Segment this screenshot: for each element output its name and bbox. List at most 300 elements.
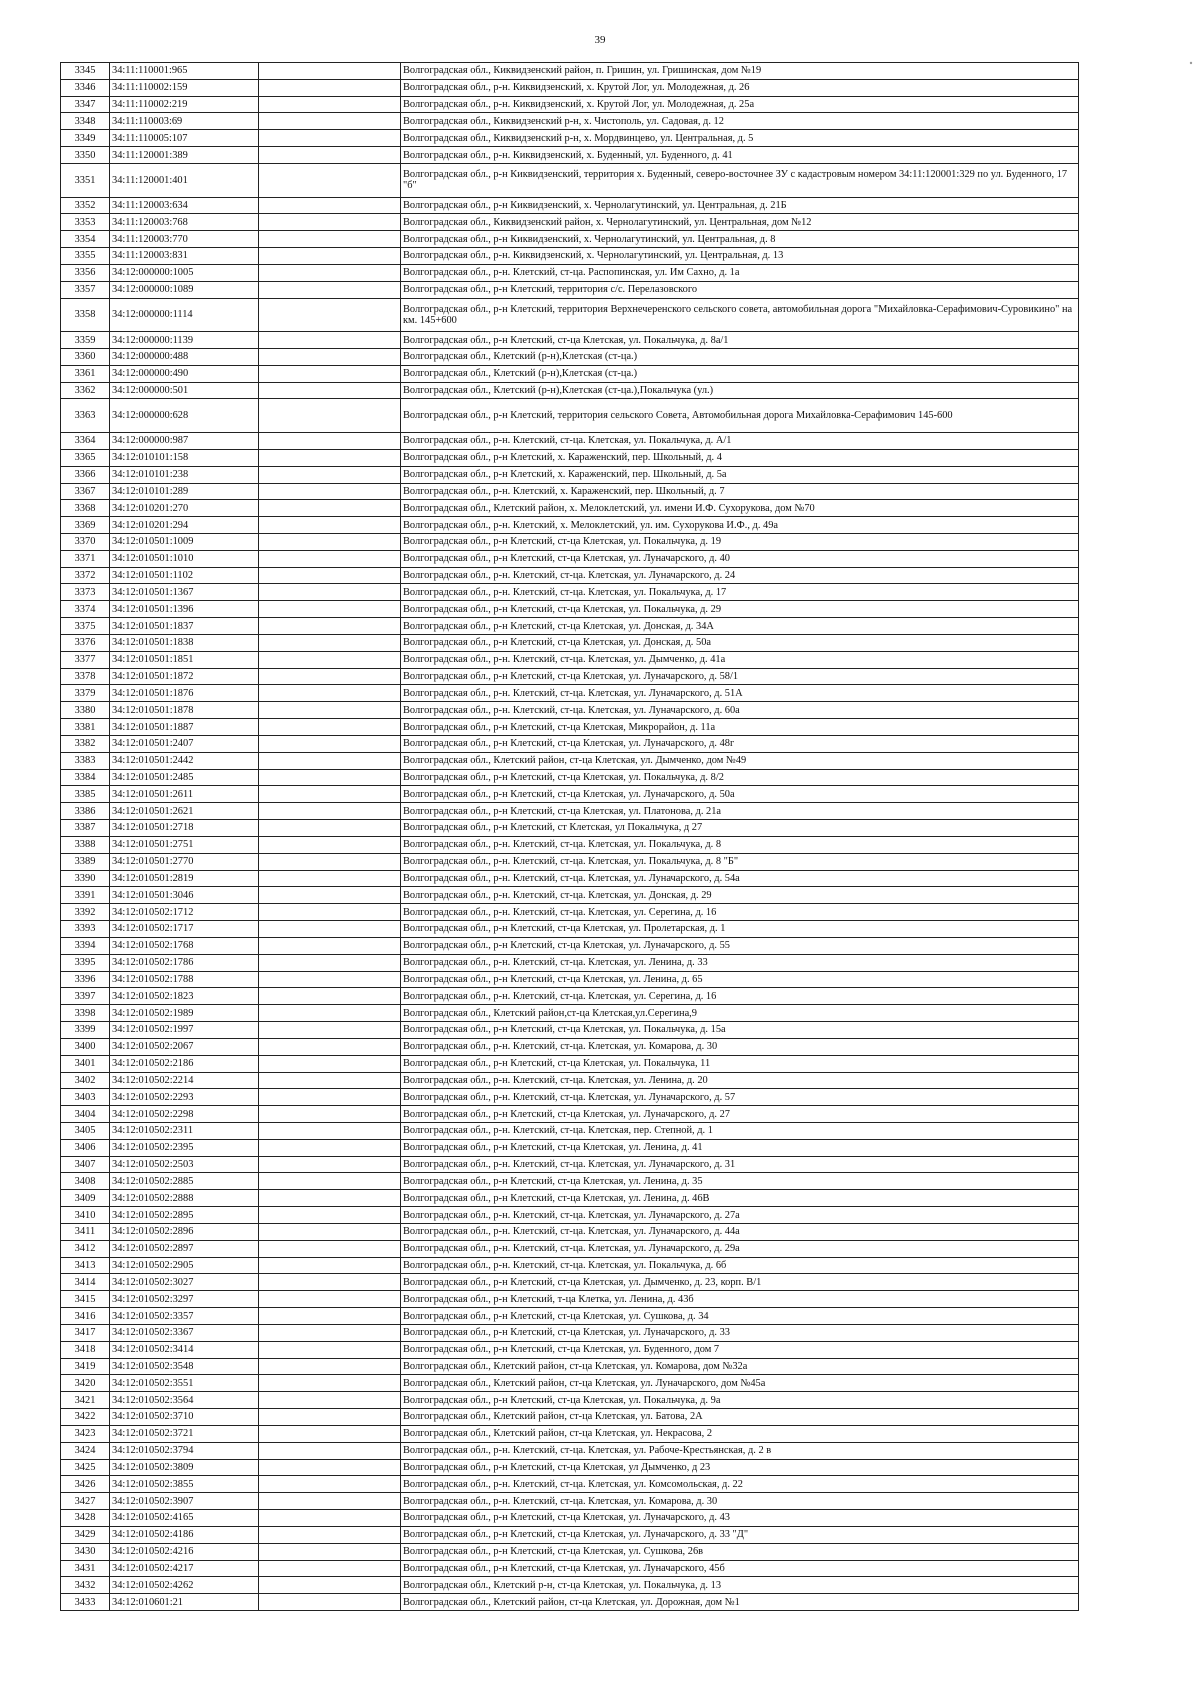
cadastral-number-cell: 34:11:120003:770 bbox=[110, 231, 259, 248]
row-number-cell: 3370 bbox=[61, 534, 110, 551]
address-cell: Волгоградская обл., р-н Клетский, ст-ца Клетская, ул. Пролетарская, д. 1 bbox=[401, 921, 1079, 938]
cadastral-number-cell: 34:11:110002:219 bbox=[110, 96, 259, 113]
empty-cell bbox=[259, 668, 401, 685]
address-cell: Волгоградская обл., р-н Клетский, ст-ца Клетская, ул. Буденного, дом 7 bbox=[401, 1341, 1079, 1358]
table-row bbox=[61, 449, 1079, 466]
address-cell: Волгоградская обл., р-н Клетский, ст-ца Клетская, ул. Ленина, д. 35 bbox=[401, 1173, 1079, 1190]
empty-cell bbox=[259, 803, 401, 820]
table-row bbox=[61, 1526, 1079, 1543]
table-row bbox=[61, 567, 1079, 584]
empty-cell bbox=[259, 937, 401, 954]
empty-cell bbox=[259, 921, 401, 938]
empty-cell bbox=[259, 1442, 401, 1459]
address-cell: Волгоградская обл., Клетский район, ст-ца Клетская, ул. Комарова, дом №32а bbox=[401, 1358, 1079, 1375]
cadastral-number-cell: 34:11:120001:401 bbox=[110, 163, 259, 197]
empty-cell bbox=[259, 483, 401, 500]
address-cell: Волгоградская обл., р-н. Клетский, ст-ца. Клетская, ул. Покальчука, д. 8 bbox=[401, 836, 1079, 853]
empty-cell bbox=[259, 1425, 401, 1442]
empty-cell bbox=[259, 264, 401, 281]
address-cell: Волгоградская обл., р-н Клетский, ст-ца Клетская, ул. Дымченко, д. 23, корп. В/1 bbox=[401, 1274, 1079, 1291]
empty-cell bbox=[259, 567, 401, 584]
cadastral-number-cell: 34:11:110002:159 bbox=[110, 79, 259, 96]
table-row bbox=[61, 113, 1079, 130]
empty-cell bbox=[259, 634, 401, 651]
empty-cell bbox=[259, 96, 401, 113]
cadastral-number-cell: 34:12:010502:3551 bbox=[110, 1375, 259, 1392]
address-cell: Волгоградская обл., р-н Клетский, ст-ца Клетская, ул. Покальчука, д. 9а bbox=[401, 1392, 1079, 1409]
address-cell: Волгоградская обл., р-н. Клетский, ст-ца. Клетская, ул. Ленина, д. 20 bbox=[401, 1072, 1079, 1089]
table-row bbox=[61, 1106, 1079, 1123]
empty-cell bbox=[259, 298, 401, 332]
row-number-cell: 3406 bbox=[61, 1139, 110, 1156]
table-row bbox=[61, 1358, 1079, 1375]
address-cell: Волгоградская обл., р-н. Клетский, ст-ца. Распопинская, ул. Им Сахно, д. 1а bbox=[401, 264, 1079, 281]
empty-cell bbox=[259, 853, 401, 870]
empty-cell bbox=[259, 1577, 401, 1594]
empty-cell bbox=[259, 348, 401, 365]
cadastral-number-cell: 34:12:010502:3721 bbox=[110, 1425, 259, 1442]
address-cell: Волгоградская обл., р-н Клетский, ст-ца Клетская, ул Дымченко, д 23 bbox=[401, 1459, 1079, 1476]
address-cell: Волгоградская обл., р-н Клетский, ст-ца Клетская, ул. Покальчука, д. 29 bbox=[401, 601, 1079, 618]
address-cell: Волгоградская обл., Киквидзенский р-н, х. Мордвинцево, ул. Центральная, д. 5 bbox=[401, 130, 1079, 147]
address-cell: Волгоградская обл., р-н Клетский, ст-ца Клетская, ул. Луначарского, д. 58/1 bbox=[401, 668, 1079, 685]
table-row bbox=[61, 534, 1079, 551]
table-row bbox=[61, 517, 1079, 534]
cadastral-number-cell: 34:12:000000:1089 bbox=[110, 281, 259, 298]
address-cell: Волгоградская обл., р-н Клетский, х. Караженский, пер. Школьный, д. 4 bbox=[401, 449, 1079, 466]
row-number-cell: 3427 bbox=[61, 1493, 110, 1510]
row-number-cell: 3394 bbox=[61, 937, 110, 954]
row-number-cell: 3393 bbox=[61, 921, 110, 938]
table-row bbox=[61, 702, 1079, 719]
row-number-cell: 3422 bbox=[61, 1409, 110, 1426]
address-cell: Волгоградская обл., р-н. Клетский, ст-ца. Клетская, ул. Дымченко, д. 41а bbox=[401, 651, 1079, 668]
empty-cell bbox=[259, 1375, 401, 1392]
row-number-cell: 3402 bbox=[61, 1072, 110, 1089]
table-row bbox=[61, 618, 1079, 635]
cadastral-number-cell: 34:12:010502:2214 bbox=[110, 1072, 259, 1089]
address-cell: Волгоградская обл., р-н. Клетский, ст-ца. Клетская, ул. Луначарского, д. 60а bbox=[401, 702, 1079, 719]
empty-cell bbox=[259, 584, 401, 601]
empty-cell bbox=[259, 163, 401, 197]
address-cell: Волгоградская обл., Клетский р-н, ст-ца Клетская, ул. Покальчука, д. 13 bbox=[401, 1577, 1079, 1594]
empty-cell bbox=[259, 702, 401, 719]
registry-table bbox=[60, 62, 1079, 1611]
cadastral-number-cell: 34:12:010101:158 bbox=[110, 449, 259, 466]
address-cell: Волгоградская обл., р-н Клетский, ст-ца Клетская, Микрорайон, д. 11а bbox=[401, 719, 1079, 736]
cadastral-number-cell: 34:11:120003:634 bbox=[110, 197, 259, 214]
cadastral-number-cell: 34:12:010101:238 bbox=[110, 466, 259, 483]
table-row bbox=[61, 1207, 1079, 1224]
row-number-cell: 3401 bbox=[61, 1055, 110, 1072]
empty-cell bbox=[259, 1594, 401, 1611]
table-row bbox=[61, 298, 1079, 332]
cadastral-number-cell: 34:12:010502:3027 bbox=[110, 1274, 259, 1291]
address-cell: Волгоградская обл., р-н Клетский, ст-ца Клетская, ул. Луначарского, д. 33 bbox=[401, 1324, 1079, 1341]
empty-cell bbox=[259, 1560, 401, 1577]
row-number-cell: 3380 bbox=[61, 702, 110, 719]
row-number-cell: 3358 bbox=[61, 298, 110, 332]
row-number-cell: 3367 bbox=[61, 483, 110, 500]
table-row bbox=[61, 130, 1079, 147]
row-number-cell: 3403 bbox=[61, 1089, 110, 1106]
cadastral-number-cell: 34:12:010502:2186 bbox=[110, 1055, 259, 1072]
address-cell: Волгоградская обл., р-н Клетский, ст Клетская, ул Покальчука, д 27 bbox=[401, 820, 1079, 837]
row-number-cell: 3374 bbox=[61, 601, 110, 618]
cadastral-number-cell: 34:11:110001:965 bbox=[110, 63, 259, 80]
empty-cell bbox=[259, 466, 401, 483]
table-row bbox=[61, 79, 1079, 96]
empty-cell bbox=[259, 147, 401, 164]
empty-cell bbox=[259, 1022, 401, 1039]
row-number-cell: 3376 bbox=[61, 634, 110, 651]
table-row bbox=[61, 803, 1079, 820]
table-row bbox=[61, 769, 1079, 786]
row-number-cell: 3432 bbox=[61, 1577, 110, 1594]
cadastral-number-cell: 34:11:110005:107 bbox=[110, 130, 259, 147]
cadastral-number-cell: 34:12:010502:3357 bbox=[110, 1308, 259, 1325]
address-cell: Волгоградская обл., Клетский район, ст-ца Клетская, ул. Некрасова, 2 bbox=[401, 1425, 1079, 1442]
row-number-cell: 3405 bbox=[61, 1122, 110, 1139]
row-number-cell: 3345 bbox=[61, 63, 110, 80]
empty-cell bbox=[259, 332, 401, 349]
row-number-cell: 3388 bbox=[61, 836, 110, 853]
cadastral-number-cell: 34:12:010502:1788 bbox=[110, 971, 259, 988]
table-row bbox=[61, 853, 1079, 870]
empty-cell bbox=[259, 870, 401, 887]
table-row bbox=[61, 550, 1079, 567]
empty-cell bbox=[259, 1341, 401, 1358]
page-number: 39 bbox=[594, 34, 606, 46]
cadastral-number-cell: 34:12:010502:2311 bbox=[110, 1122, 259, 1139]
table-row bbox=[61, 399, 1079, 433]
empty-cell bbox=[259, 1139, 401, 1156]
row-number-cell: 3372 bbox=[61, 567, 110, 584]
address-cell: Волгоградская обл., р-н. Клетский, ст-ца. Клетская, ул. Покальчука, д. 8 "Б" bbox=[401, 853, 1079, 870]
address-cell: Волгоградская обл., Киквидзенский р-н, х. Чистополь, ул. Садовая, д. 12 bbox=[401, 113, 1079, 130]
cadastral-number-cell: 34:12:010502:1989 bbox=[110, 1005, 259, 1022]
table-row bbox=[61, 634, 1079, 651]
cadastral-number-cell: 34:11:120003:768 bbox=[110, 214, 259, 231]
table-row bbox=[61, 1274, 1079, 1291]
row-number-cell: 3385 bbox=[61, 786, 110, 803]
cadastral-number-cell: 34:12:010502:2293 bbox=[110, 1089, 259, 1106]
row-number-cell: 3413 bbox=[61, 1257, 110, 1274]
cadastral-number-cell: 34:12:010502:1997 bbox=[110, 1022, 259, 1039]
empty-cell bbox=[259, 1358, 401, 1375]
empty-cell bbox=[259, 214, 401, 231]
address-cell: Волгоградская обл., р-н Клетский, ст-ца Клетская, ул. Луначарского, д. 50а bbox=[401, 786, 1079, 803]
address-cell: Волгоградская обл., р-н. Клетский, ст-ца. Клетская, пер. Степной, д. 1 bbox=[401, 1122, 1079, 1139]
address-cell: Волгоградская обл., р-н Клетский, ст-ца Клетская, ул. Луначарского, д. 48г bbox=[401, 735, 1079, 752]
table-row bbox=[61, 1240, 1079, 1257]
cadastral-number-cell: 34:12:010501:1876 bbox=[110, 685, 259, 702]
cadastral-number-cell: 34:12:010502:3414 bbox=[110, 1341, 259, 1358]
address-cell: Волгоградская обл., р-н. Клетский, ст-ца. Клетская, ул. Луначарского, д. 54а bbox=[401, 870, 1079, 887]
row-number-cell: 3414 bbox=[61, 1274, 110, 1291]
row-number-cell: 3395 bbox=[61, 954, 110, 971]
cadastral-number-cell: 34:12:010501:2718 bbox=[110, 820, 259, 837]
cadastral-number-cell: 34:12:010502:4216 bbox=[110, 1543, 259, 1560]
row-number-cell: 3375 bbox=[61, 618, 110, 635]
address-cell: Волгоградская обл., Клетский район, ст-ца Клетская, ул. Дымченко, дом №49 bbox=[401, 752, 1079, 769]
row-number-cell: 3433 bbox=[61, 1594, 110, 1611]
cadastral-number-cell: 34:12:010502:1717 bbox=[110, 921, 259, 938]
address-cell: Волгоградская обл., р-н Киквидзенский, х. Чернолагутинский, ул. Центральная, д. 21Б bbox=[401, 197, 1079, 214]
row-number-cell: 3416 bbox=[61, 1308, 110, 1325]
address-cell: Волгоградская обл., р-н Клетский, ст-ца Клетская, ул. Покальчука, д. 15а bbox=[401, 1022, 1079, 1039]
table-row bbox=[61, 786, 1079, 803]
row-number-cell: 3390 bbox=[61, 870, 110, 887]
row-number-cell: 3365 bbox=[61, 449, 110, 466]
empty-cell bbox=[259, 197, 401, 214]
table-row bbox=[61, 1072, 1079, 1089]
row-number-cell: 3362 bbox=[61, 382, 110, 399]
cadastral-number-cell: 34:12:010502:3367 bbox=[110, 1324, 259, 1341]
row-number-cell: 3356 bbox=[61, 264, 110, 281]
address-cell: Волгоградская обл., Клетский (р-н),Клетская (ст-ца.),Покальчука (ул.) bbox=[401, 382, 1079, 399]
cadastral-number-cell: 34:12:010501:2611 bbox=[110, 786, 259, 803]
table-row bbox=[61, 836, 1079, 853]
empty-cell bbox=[259, 1156, 401, 1173]
empty-cell bbox=[259, 1106, 401, 1123]
table-row bbox=[61, 988, 1079, 1005]
table-row bbox=[61, 348, 1079, 365]
address-cell: Волгоградская обл., р-н. Киквидзенский, х. Буденный, ул. Буденного, д. 41 bbox=[401, 147, 1079, 164]
table-row bbox=[61, 1510, 1079, 1527]
row-number-cell: 3348 bbox=[61, 113, 110, 130]
address-cell: Волгоградская обл., р-н Клетский, ст-ца Клетская, ул. Луначарского, д. 55 bbox=[401, 937, 1079, 954]
empty-cell bbox=[259, 1324, 401, 1341]
address-cell: Волгоградская обл., р-н. Киквидзенский, х. Крутой Лог, ул. Молодежная, д. 25а bbox=[401, 96, 1079, 113]
row-number-cell: 3419 bbox=[61, 1358, 110, 1375]
address-cell: Волгоградская обл., р-н. Клетский, ст-ца. Клетская, ул. Луначарского, д. 44а bbox=[401, 1223, 1079, 1240]
empty-cell bbox=[259, 1038, 401, 1055]
cadastral-number-cell: 34:12:000000:1005 bbox=[110, 264, 259, 281]
address-cell: Волгоградская обл., Клетский район, ст-ца Клетская, ул. Батова, 2А bbox=[401, 1409, 1079, 1426]
cadastral-number-cell: 34:12:010501:1878 bbox=[110, 702, 259, 719]
cadastral-number-cell: 34:12:010501:1010 bbox=[110, 550, 259, 567]
row-number-cell: 3369 bbox=[61, 517, 110, 534]
row-number-cell: 3389 bbox=[61, 853, 110, 870]
cadastral-number-cell: 34:11:120001:389 bbox=[110, 147, 259, 164]
table-row bbox=[61, 921, 1079, 938]
registry-table-body bbox=[61, 63, 1079, 1611]
cadastral-number-cell: 34:11:110003:69 bbox=[110, 113, 259, 130]
table-row bbox=[61, 1375, 1079, 1392]
address-cell: Волгоградская обл., Клетский (р-н),Клетская (ст-ца.) bbox=[401, 348, 1079, 365]
table-row bbox=[61, 887, 1079, 904]
cadastral-number-cell: 34:12:010501:1367 bbox=[110, 584, 259, 601]
table-row bbox=[61, 382, 1079, 399]
cadastral-number-cell: 34:12:010502:4217 bbox=[110, 1560, 259, 1577]
row-number-cell: 3350 bbox=[61, 147, 110, 164]
address-cell: Волгоградская обл., р-н. Киквидзенский, х. Крутой Лог, ул. Молодежная, д. 26 bbox=[401, 79, 1079, 96]
empty-cell bbox=[259, 63, 401, 80]
table-row bbox=[61, 954, 1079, 971]
empty-cell bbox=[259, 1190, 401, 1207]
row-number-cell: 3368 bbox=[61, 500, 110, 517]
row-number-cell: 3382 bbox=[61, 735, 110, 752]
table-row bbox=[61, 1089, 1079, 1106]
cadastral-number-cell: 34:12:010502:1786 bbox=[110, 954, 259, 971]
row-number-cell: 3428 bbox=[61, 1510, 110, 1527]
row-number-cell: 3408 bbox=[61, 1173, 110, 1190]
address-cell: Волгоградская обл., Киквидзенский район, х. Чернолагутинский, ул. Центральная, дом №12 bbox=[401, 214, 1079, 231]
table-row bbox=[61, 332, 1079, 349]
cadastral-number-cell: 34:12:010201:270 bbox=[110, 500, 259, 517]
row-number-cell: 3399 bbox=[61, 1022, 110, 1039]
row-number-cell: 3383 bbox=[61, 752, 110, 769]
address-cell: Волгоградская обл., р-н. Клетский, ст-ца. Клетская, ул. Покальчука, д. А/1 bbox=[401, 433, 1079, 450]
cadastral-number-cell: 34:12:010501:2485 bbox=[110, 769, 259, 786]
table-row bbox=[61, 500, 1079, 517]
table-row bbox=[61, 1392, 1079, 1409]
empty-cell bbox=[259, 685, 401, 702]
table-row bbox=[61, 1291, 1079, 1308]
table-row bbox=[61, 1442, 1079, 1459]
cadastral-number-cell: 34:12:010502:2503 bbox=[110, 1156, 259, 1173]
row-number-cell: 3353 bbox=[61, 214, 110, 231]
cadastral-number-cell: 34:12:000000:987 bbox=[110, 433, 259, 450]
row-number-cell: 3360 bbox=[61, 348, 110, 365]
empty-cell bbox=[259, 1392, 401, 1409]
address-cell: Волгоградская обл., р-н. Клетский, ст-ца. Клетская, ул. Луначарского, д. 57 bbox=[401, 1089, 1079, 1106]
address-cell: Волгоградская обл., р-н Киквидзенский, территория х. Буденный, северо-восточнее ЗУ с кадастровым номером 34:11:120001:329 по ул. Буденного, 17 "б" bbox=[401, 163, 1079, 197]
table-row bbox=[61, 1594, 1079, 1611]
address-cell: Волгоградская обл., р-н. Клетский, ст-ца. Клетская, ул. Комарова, д. 30 bbox=[401, 1493, 1079, 1510]
table-row bbox=[61, 248, 1079, 265]
cadastral-number-cell: 34:12:010502:2885 bbox=[110, 1173, 259, 1190]
empty-cell bbox=[259, 836, 401, 853]
empty-cell bbox=[259, 651, 401, 668]
row-number-cell: 3357 bbox=[61, 281, 110, 298]
table-row bbox=[61, 1476, 1079, 1493]
cadastral-number-cell: 34:12:000000:488 bbox=[110, 348, 259, 365]
table-row bbox=[61, 820, 1079, 837]
table-row bbox=[61, 63, 1079, 80]
table-row bbox=[61, 231, 1079, 248]
row-number-cell: 3415 bbox=[61, 1291, 110, 1308]
cadastral-number-cell: 34:12:010502:1768 bbox=[110, 937, 259, 954]
table-row bbox=[61, 1022, 1079, 1039]
cadastral-number-cell: 34:12:010501:1837 bbox=[110, 618, 259, 635]
address-cell: Волгоградская обл., р-н Клетский, территория сельского Совета, Автомобильная дорога Михайловка-Серафимович 145-600 bbox=[401, 399, 1079, 433]
empty-cell bbox=[259, 988, 401, 1005]
cadastral-number-cell: 34:12:010501:1009 bbox=[110, 534, 259, 551]
empty-cell bbox=[259, 719, 401, 736]
row-number-cell: 3377 bbox=[61, 651, 110, 668]
table-row bbox=[61, 96, 1079, 113]
cadastral-number-cell: 34:12:010201:294 bbox=[110, 517, 259, 534]
table-row bbox=[61, 1560, 1079, 1577]
table-row bbox=[61, 1425, 1079, 1442]
address-cell: Волгоградская обл., р-н Клетский, ст-ца Клетская, ул. Луначарского, 45б bbox=[401, 1560, 1079, 1577]
cadastral-number-cell: 34:12:010502:2888 bbox=[110, 1190, 259, 1207]
empty-cell bbox=[259, 1493, 401, 1510]
empty-cell bbox=[259, 365, 401, 382]
empty-cell bbox=[259, 971, 401, 988]
table-row bbox=[61, 1543, 1079, 1560]
row-number-cell: 3418 bbox=[61, 1341, 110, 1358]
table-row bbox=[61, 433, 1079, 450]
cadastral-number-cell: 34:12:010502:4262 bbox=[110, 1577, 259, 1594]
cadastral-number-cell: 34:12:010101:289 bbox=[110, 483, 259, 500]
empty-cell bbox=[259, 1240, 401, 1257]
table-row bbox=[61, 214, 1079, 231]
cadastral-number-cell: 34:12:010502:3564 bbox=[110, 1392, 259, 1409]
row-number-cell: 3410 bbox=[61, 1207, 110, 1224]
row-number-cell: 3404 bbox=[61, 1106, 110, 1123]
cadastral-number-cell: 34:12:010502:2897 bbox=[110, 1240, 259, 1257]
empty-cell bbox=[259, 248, 401, 265]
address-cell: Волгоградская обл., р-н Клетский, ст-ца Клетская, ул. Ленина, д. 65 bbox=[401, 971, 1079, 988]
cadastral-number-cell: 34:12:010502:2395 bbox=[110, 1139, 259, 1156]
empty-cell bbox=[259, 1274, 401, 1291]
address-cell: Волгоградская обл., р-н. Клетский, х. Мелоклетский, ул. им. Сухорукова И.Ф., д. 49а bbox=[401, 517, 1079, 534]
row-number-cell: 3398 bbox=[61, 1005, 110, 1022]
cadastral-number-cell: 34:12:000000:501 bbox=[110, 382, 259, 399]
row-number-cell: 3420 bbox=[61, 1375, 110, 1392]
table-row bbox=[61, 668, 1079, 685]
table-row bbox=[61, 1257, 1079, 1274]
empty-cell bbox=[259, 79, 401, 96]
table-row bbox=[61, 365, 1079, 382]
table-row bbox=[61, 264, 1079, 281]
address-cell: Волгоградская обл., Клетский район, х. Мелоклетский, ул. имени И.Ф. Сухорукова, дом №70 bbox=[401, 500, 1079, 517]
table-row bbox=[61, 1459, 1079, 1476]
table-row bbox=[61, 752, 1079, 769]
empty-cell bbox=[259, 752, 401, 769]
row-number-cell: 3409 bbox=[61, 1190, 110, 1207]
row-number-cell: 3351 bbox=[61, 163, 110, 197]
row-number-cell: 3411 bbox=[61, 1223, 110, 1240]
address-cell: Волгоградская обл., р-н. Клетский, ст-ца. Клетская, ул. Комсомольская, д. 22 bbox=[401, 1476, 1079, 1493]
address-cell: Волгоградская обл., р-н Клетский, ст-ца Клетская, ул. Покальчука, д. 19 bbox=[401, 534, 1079, 551]
empty-cell bbox=[259, 904, 401, 921]
address-cell: Волгоградская обл., Клетский район, ст-ца Клетская, ул. Дорожная, дом №1 bbox=[401, 1594, 1079, 1611]
row-number-cell: 3421 bbox=[61, 1392, 110, 1409]
address-cell: Волгоградская обл., р-н Клетский, ст-ца Клетская, ул. Луначарского, д. 40 bbox=[401, 550, 1079, 567]
empty-cell bbox=[259, 1291, 401, 1308]
address-cell: Волгоградская обл., р-н Клетский, ст-ца Клетская, ул. Ленина, д. 46В bbox=[401, 1190, 1079, 1207]
address-cell: Волгоградская обл., р-н Клетский, ст-ца Клетская, ул. Покальчука, 11 bbox=[401, 1055, 1079, 1072]
table-row bbox=[61, 719, 1079, 736]
address-cell: Волгоградская обл., р-н Клетский, ст-ца Клетская, ул. Луначарского, д. 33 "Д" bbox=[401, 1526, 1079, 1543]
empty-cell bbox=[259, 735, 401, 752]
cadastral-number-cell: 34:12:010501:3046 bbox=[110, 887, 259, 904]
address-cell: Волгоградская обл., р-н Клетский, ст-ца Клетская, ул. Луначарского, д. 27 bbox=[401, 1106, 1079, 1123]
empty-cell bbox=[259, 500, 401, 517]
cadastral-number-cell: 34:12:010501:1396 bbox=[110, 601, 259, 618]
row-number-cell: 3381 bbox=[61, 719, 110, 736]
cadastral-number-cell: 34:12:010501:1851 bbox=[110, 651, 259, 668]
empty-cell bbox=[259, 1409, 401, 1426]
empty-cell bbox=[259, 433, 401, 450]
cadastral-number-cell: 34:12:010501:2442 bbox=[110, 752, 259, 769]
empty-cell bbox=[259, 954, 401, 971]
cadastral-number-cell: 34:12:010502:3907 bbox=[110, 1493, 259, 1510]
cadastral-number-cell: 34:12:000000:628 bbox=[110, 399, 259, 433]
cadastral-number-cell: 34:12:010502:3809 bbox=[110, 1459, 259, 1476]
cadastral-number-cell: 34:12:010502:2905 bbox=[110, 1257, 259, 1274]
address-cell: Волгоградская обл., р-н. Клетский, ст-ца. Клетская, ул. Луначарского, д. 24 bbox=[401, 567, 1079, 584]
empty-cell bbox=[259, 601, 401, 618]
address-cell: Волгоградская обл., р-н Клетский, ст-ца Клетская, ул. Луначарского, д. 43 bbox=[401, 1510, 1079, 1527]
row-number-cell: 3386 bbox=[61, 803, 110, 820]
empty-cell bbox=[259, 1476, 401, 1493]
table-row bbox=[61, 1122, 1079, 1139]
